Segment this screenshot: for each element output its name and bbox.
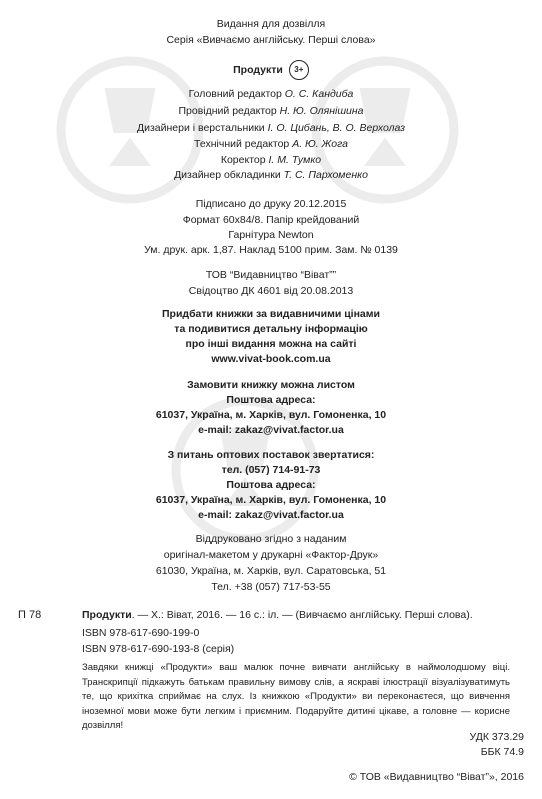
print-info-line: Підписано до друку 20.12.2015	[195, 198, 347, 210]
order-info-line: 61037, Україна, м. Харків, вул. Гомоненка, 10	[155, 409, 387, 421]
publisher-certificate: Свідоцтво ДК 4601 від 20.08.2013	[188, 285, 354, 297]
staff-line: Дизайнер обкладинки Т. С. Пархоменко	[174, 169, 368, 181]
isbn-series: ISBN 978-617-690-193-8 (серія)	[82, 643, 235, 655]
staff-line: Дизайнери і верстальники І. О. Цибань, В. О. Верхолаз	[136, 122, 405, 134]
order-info-line: Поштова адреса:	[226, 394, 316, 406]
order-email[interactable]: e-mail: zakaz@vivat.factor.ua	[198, 424, 344, 436]
buy-info-line: Придбати книжки за видавничими цінами	[161, 308, 380, 320]
buy-info-line: та подивитися детальну інформацію	[174, 323, 368, 335]
book-title-row	[0, 60, 542, 80]
staff-line: Технічний редактор А. Ю. Жога	[194, 138, 348, 150]
staff-line: Провідний редактор Н. Ю. Олянішина	[178, 105, 364, 117]
staff-line: Головний редактор О. С. Кандиба	[188, 88, 354, 100]
edition-type: Видання для дозвілля	[216, 18, 326, 30]
wholesale-email[interactable]: e-mail: zakaz@vivat.factor.ua	[198, 509, 344, 521]
wholesale-info-line: 61037, Україна, м. Харків, вул. Гомоненка, 10	[155, 494, 387, 506]
printing-house-line: оригінал-макетом у друкарні «Фактор-Друк»	[163, 549, 379, 561]
wholesale-phone: тел. (057) 714-91-73	[221, 464, 321, 476]
book-summary: Завдяки книжці «Продукти» ваш малюк почне вивчати англійську в наймолодшому віці. Транскрипції підкажуть батькам правильну вимову слів, а яскраві ілюстрації візуалізуватимуть те, що крихітка сприймає на слух. Із книжкою «Продукти» ви переконаєтеся, що вивчення іноземної мови може бути легким і приємним. Подаруйте дитині цікаве, а головне — корисне дозвілля!	[82, 662, 510, 731]
catalog-entry: Продукти. — Х.: Віват, 2016. — 16 с.: іл. — (Вивчаємо англійську. Перші слова).	[82, 609, 473, 621]
catalog-code: П 78	[18, 609, 42, 621]
order-info-line: Замовити книжку можна листом	[187, 379, 355, 391]
print-info-line: Формат 60х84/8. Папір крейдований	[182, 214, 360, 226]
wholesale-info-line: З питань оптових поставок звертатися:	[167, 449, 375, 461]
print-info-line: Гарнітура Newton	[228, 229, 314, 241]
bbk-code: ББК 74.9	[480, 746, 524, 758]
buy-info-line: про інші видання можна на сайті	[185, 338, 357, 350]
publisher-name: ТОВ “Видавництво “Віват””	[205, 269, 337, 281]
printing-house-line: Віддруковано згідно з наданим	[195, 533, 347, 545]
udk-code: УДК 373.29	[469, 731, 524, 743]
website-link[interactable]: www.vivat-book.com.ua	[211, 353, 331, 365]
age-badge: 3+	[289, 60, 309, 80]
staff-line: Коректор І. М. Тумко	[220, 154, 322, 166]
isbn-book: ISBN 978-617-690-199-0	[82, 627, 200, 639]
book-title: Продукти	[233, 63, 283, 76]
copyright-notice: © ТОВ «Видавництво “Віват”», 2016	[349, 771, 524, 783]
printing-house-line: 61030, Україна, м. Харків, вул. Саратовська, 51	[155, 565, 387, 577]
series-name: Серія «Вивчаємо англійську. Перші слова»	[166, 34, 376, 46]
printing-house-line: Тел. +38 (057) 717-53-55	[211, 581, 331, 593]
print-info-line: Ум. друк. арк. 1,87. Наклад 5100 прим. Зам. № 0139	[144, 244, 398, 256]
wholesale-info-line: Поштова адреса:	[226, 479, 316, 491]
